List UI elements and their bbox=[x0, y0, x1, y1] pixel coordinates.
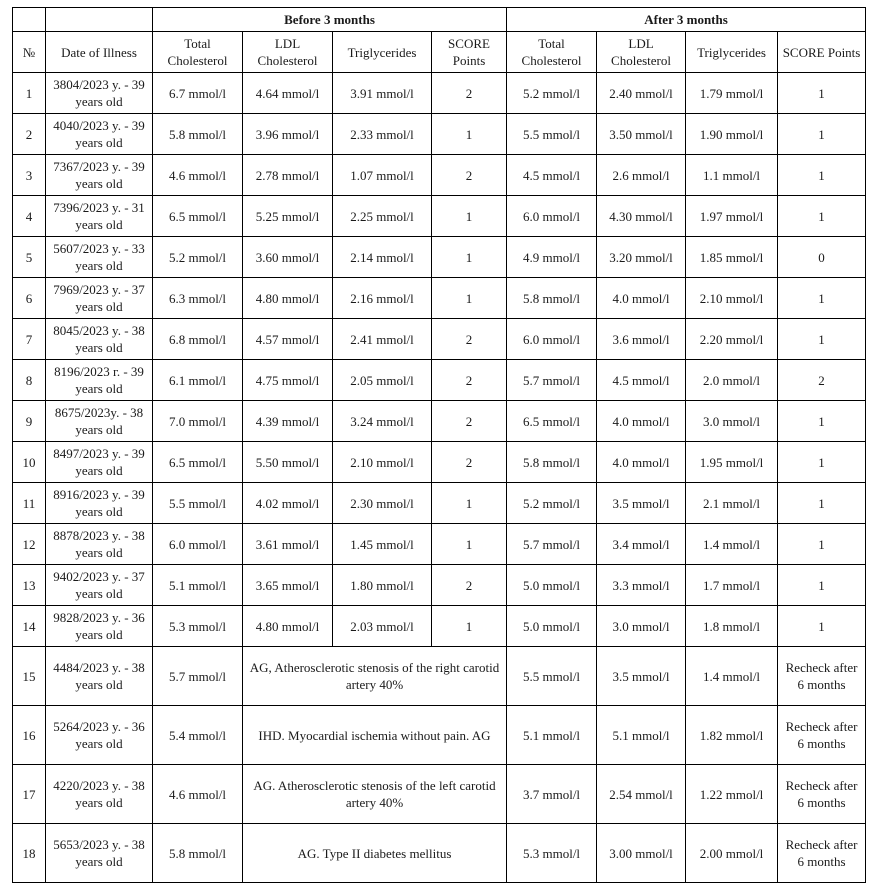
after-total-cholesterol: 5.0 mmol/l bbox=[507, 606, 597, 647]
header-number: № bbox=[13, 32, 46, 73]
before-total-cholesterol: 6.1 mmol/l bbox=[153, 360, 243, 401]
header-blank-date bbox=[46, 8, 153, 32]
after-triglycerides: 1.22 mmol/l bbox=[686, 765, 778, 824]
before-score-points: 2 bbox=[432, 360, 507, 401]
lipid-results-table bbox=[12, 7, 866, 883]
after-score-points: Recheck after 6 months bbox=[778, 824, 866, 883]
before-total-cholesterol: 5.7 mmol/l bbox=[153, 647, 243, 706]
after-ldl-cholesterol: 4.5 mmol/l bbox=[597, 360, 686, 401]
before-ldl-cholesterol: 4.75 mmol/l bbox=[243, 360, 333, 401]
after-score-points: 1 bbox=[778, 278, 866, 319]
row-number: 12 bbox=[13, 524, 46, 565]
after-total-cholesterol: 5.8 mmol/l bbox=[507, 442, 597, 483]
before-score-points: 1 bbox=[432, 524, 507, 565]
before-total-cholesterol: 5.8 mmol/l bbox=[153, 114, 243, 155]
row-number: 6 bbox=[13, 278, 46, 319]
date-of-illness: 8878/2023 y. - 38 years old bbox=[46, 524, 153, 565]
before-triglycerides: 2.14 mmol/l bbox=[333, 237, 432, 278]
header-date: Date of Illness bbox=[46, 32, 153, 73]
before-triglycerides: 2.25 mmol/l bbox=[333, 196, 432, 237]
table-body bbox=[13, 73, 866, 883]
date-of-illness: 8916/2023 y. - 39 years old bbox=[46, 483, 153, 524]
after-score-points: 1 bbox=[778, 606, 866, 647]
group-header-row bbox=[13, 8, 866, 32]
before-score-points: 1 bbox=[432, 606, 507, 647]
before-total-cholesterol: 5.8 mmol/l bbox=[153, 824, 243, 883]
after-score-points: 1 bbox=[778, 155, 866, 196]
row-number: 5 bbox=[13, 237, 46, 278]
after-triglycerides: 1.82 mmol/l bbox=[686, 706, 778, 765]
date-of-illness: 8045/2023 y. - 38 years old bbox=[46, 319, 153, 360]
diagnosis-note: AG, Atherosclerotic stenosis of the right carotid artery 40% bbox=[243, 647, 507, 706]
after-ldl-cholesterol: 2.40 mmol/l bbox=[597, 73, 686, 114]
header-after-ldl-cholesterol: LDL Cholesterol bbox=[597, 32, 686, 73]
row-number: 16 bbox=[13, 706, 46, 765]
after-triglycerides: 3.0 mmol/l bbox=[686, 401, 778, 442]
before-total-cholesterol: 5.1 mmol/l bbox=[153, 565, 243, 606]
before-triglycerides: 1.45 mmol/l bbox=[333, 524, 432, 565]
header-after-total-cholesterol: Total Cholesterol bbox=[507, 32, 597, 73]
after-total-cholesterol: 5.5 mmol/l bbox=[507, 647, 597, 706]
row-number: 17 bbox=[13, 765, 46, 824]
diagnosis-note: AG. Type II diabetes mellitus bbox=[243, 824, 507, 883]
header-before-score-points: SCORE Points bbox=[432, 32, 507, 73]
before-total-cholesterol: 5.5 mmol/l bbox=[153, 483, 243, 524]
after-score-points: 1 bbox=[778, 565, 866, 606]
after-triglycerides: 2.0 mmol/l bbox=[686, 360, 778, 401]
table-row bbox=[13, 524, 866, 565]
after-triglycerides: 1.4 mmol/l bbox=[686, 647, 778, 706]
after-ldl-cholesterol: 4.30 mmol/l bbox=[597, 196, 686, 237]
table-row bbox=[13, 401, 866, 442]
after-ldl-cholesterol: 3.5 mmol/l bbox=[597, 647, 686, 706]
table-row bbox=[13, 237, 866, 278]
before-ldl-cholesterol: 4.39 mmol/l bbox=[243, 401, 333, 442]
before-total-cholesterol: 5.3 mmol/l bbox=[153, 606, 243, 647]
after-ldl-cholesterol: 3.5 mmol/l bbox=[597, 483, 686, 524]
after-score-points: Recheck after 6 months bbox=[778, 706, 866, 765]
after-ldl-cholesterol: 3.3 mmol/l bbox=[597, 565, 686, 606]
table-header bbox=[13, 8, 866, 73]
row-number: 8 bbox=[13, 360, 46, 401]
table-row bbox=[13, 196, 866, 237]
before-triglycerides: 3.91 mmol/l bbox=[333, 73, 432, 114]
before-score-points: 2 bbox=[432, 319, 507, 360]
after-score-points: 1 bbox=[778, 196, 866, 237]
date-of-illness: 8675/2023y. - 38 years old bbox=[46, 401, 153, 442]
before-total-cholesterol: 6.7 mmol/l bbox=[153, 73, 243, 114]
before-total-cholesterol: 6.5 mmol/l bbox=[153, 442, 243, 483]
after-ldl-cholesterol: 4.0 mmol/l bbox=[597, 278, 686, 319]
date-of-illness: 9828/2023 y. - 36 years old bbox=[46, 606, 153, 647]
before-triglycerides: 1.07 mmol/l bbox=[333, 155, 432, 196]
group-header-after: After 3 months bbox=[507, 8, 866, 32]
date-of-illness: 5653/2023 y. - 38 years old bbox=[46, 824, 153, 883]
after-triglycerides: 2.00 mmol/l bbox=[686, 824, 778, 883]
after-triglycerides: 2.10 mmol/l bbox=[686, 278, 778, 319]
before-score-points: 1 bbox=[432, 278, 507, 319]
before-ldl-cholesterol: 3.96 mmol/l bbox=[243, 114, 333, 155]
after-total-cholesterol: 6.0 mmol/l bbox=[507, 196, 597, 237]
header-after-triglycerides: Triglycerides bbox=[686, 32, 778, 73]
date-of-illness: 5264/2023 y. - 36 years old bbox=[46, 706, 153, 765]
row-number: 2 bbox=[13, 114, 46, 155]
after-ldl-cholesterol: 3.0 mmol/l bbox=[597, 606, 686, 647]
diagnosis-note: IHD. Myocardial ischemia without pain. AG bbox=[243, 706, 507, 765]
before-triglycerides: 2.33 mmol/l bbox=[333, 114, 432, 155]
row-number: 15 bbox=[13, 647, 46, 706]
after-triglycerides: 1.90 mmol/l bbox=[686, 114, 778, 155]
before-ldl-cholesterol: 2.78 mmol/l bbox=[243, 155, 333, 196]
after-triglycerides: 1.95 mmol/l bbox=[686, 442, 778, 483]
after-score-points: 1 bbox=[778, 114, 866, 155]
table-row bbox=[13, 319, 866, 360]
after-score-points: 1 bbox=[778, 73, 866, 114]
after-score-points: 1 bbox=[778, 483, 866, 524]
before-total-cholesterol: 5.4 mmol/l bbox=[153, 706, 243, 765]
after-total-cholesterol: 5.0 mmol/l bbox=[507, 565, 597, 606]
before-ldl-cholesterol: 4.80 mmol/l bbox=[243, 606, 333, 647]
table-row bbox=[13, 360, 866, 401]
after-score-points: 0 bbox=[778, 237, 866, 278]
after-score-points: Recheck after 6 months bbox=[778, 647, 866, 706]
after-total-cholesterol: 4.5 mmol/l bbox=[507, 155, 597, 196]
after-triglycerides: 1.7 mmol/l bbox=[686, 565, 778, 606]
after-total-cholesterol: 5.2 mmol/l bbox=[507, 73, 597, 114]
before-total-cholesterol: 6.3 mmol/l bbox=[153, 278, 243, 319]
before-total-cholesterol: 6.8 mmol/l bbox=[153, 319, 243, 360]
diagnosis-note: AG. Atherosclerotic stenosis of the left carotid artery 40% bbox=[243, 765, 507, 824]
date-of-illness: 4484/2023 y. - 38 years old bbox=[46, 647, 153, 706]
after-triglycerides: 1.85 mmol/l bbox=[686, 237, 778, 278]
row-number: 11 bbox=[13, 483, 46, 524]
table-row bbox=[13, 565, 866, 606]
row-number: 3 bbox=[13, 155, 46, 196]
before-ldl-cholesterol: 3.61 mmol/l bbox=[243, 524, 333, 565]
after-total-cholesterol: 5.5 mmol/l bbox=[507, 114, 597, 155]
before-total-cholesterol: 7.0 mmol/l bbox=[153, 401, 243, 442]
table-row bbox=[13, 278, 866, 319]
after-total-cholesterol: 5.7 mmol/l bbox=[507, 360, 597, 401]
row-number: 7 bbox=[13, 319, 46, 360]
before-ldl-cholesterol: 4.80 mmol/l bbox=[243, 278, 333, 319]
table-row bbox=[13, 483, 866, 524]
before-triglycerides: 2.03 mmol/l bbox=[333, 606, 432, 647]
after-ldl-cholesterol: 3.20 mmol/l bbox=[597, 237, 686, 278]
before-ldl-cholesterol: 5.50 mmol/l bbox=[243, 442, 333, 483]
table-row bbox=[13, 114, 866, 155]
after-triglycerides: 1.8 mmol/l bbox=[686, 606, 778, 647]
date-of-illness: 3804/2023 y. - 39 years old bbox=[46, 73, 153, 114]
after-total-cholesterol: 5.8 mmol/l bbox=[507, 278, 597, 319]
table-row bbox=[13, 606, 866, 647]
before-triglycerides: 2.16 mmol/l bbox=[333, 278, 432, 319]
before-triglycerides: 2.30 mmol/l bbox=[333, 483, 432, 524]
after-triglycerides: 2.1 mmol/l bbox=[686, 483, 778, 524]
before-score-points: 2 bbox=[432, 401, 507, 442]
after-total-cholesterol: 4.9 mmol/l bbox=[507, 237, 597, 278]
after-score-points: 2 bbox=[778, 360, 866, 401]
before-ldl-cholesterol: 4.02 mmol/l bbox=[243, 483, 333, 524]
after-score-points: Recheck after 6 months bbox=[778, 765, 866, 824]
before-total-cholesterol: 6.5 mmol/l bbox=[153, 196, 243, 237]
after-ldl-cholesterol: 3.6 mmol/l bbox=[597, 319, 686, 360]
header-before-total-cholesterol: Total Cholesterol bbox=[153, 32, 243, 73]
row-number: 1 bbox=[13, 73, 46, 114]
header-blank-number bbox=[13, 8, 46, 32]
group-header-before: Before 3 months bbox=[153, 8, 507, 32]
before-ldl-cholesterol: 4.64 mmol/l bbox=[243, 73, 333, 114]
after-total-cholesterol: 5.3 mmol/l bbox=[507, 824, 597, 883]
before-ldl-cholesterol: 5.25 mmol/l bbox=[243, 196, 333, 237]
date-of-illness: 7396/2023 y. - 31 years old bbox=[46, 196, 153, 237]
before-ldl-cholesterol: 4.57 mmol/l bbox=[243, 319, 333, 360]
after-triglycerides: 1.79 mmol/l bbox=[686, 73, 778, 114]
date-of-illness: 5607/2023 y. - 33 years old bbox=[46, 237, 153, 278]
table-row bbox=[13, 824, 866, 883]
after-ldl-cholesterol: 2.6 mmol/l bbox=[597, 155, 686, 196]
table-row bbox=[13, 442, 866, 483]
header-before-triglycerides: Triglycerides bbox=[333, 32, 432, 73]
after-score-points: 1 bbox=[778, 401, 866, 442]
before-total-cholesterol: 4.6 mmol/l bbox=[153, 765, 243, 824]
table-row bbox=[13, 155, 866, 196]
date-of-illness: 7969/2023 y. - 37 years old bbox=[46, 278, 153, 319]
after-score-points: 1 bbox=[778, 319, 866, 360]
before-score-points: 2 bbox=[432, 73, 507, 114]
after-ldl-cholesterol: 3.4 mmol/l bbox=[597, 524, 686, 565]
date-of-illness: 8497/2023 y. - 39 years old bbox=[46, 442, 153, 483]
before-total-cholesterol: 6.0 mmol/l bbox=[153, 524, 243, 565]
table-row bbox=[13, 765, 866, 824]
after-ldl-cholesterol: 5.1 mmol/l bbox=[597, 706, 686, 765]
before-score-points: 2 bbox=[432, 565, 507, 606]
before-score-points: 2 bbox=[432, 442, 507, 483]
table-row bbox=[13, 706, 866, 765]
after-ldl-cholesterol: 3.00 mmol/l bbox=[597, 824, 686, 883]
after-ldl-cholesterol: 2.54 mmol/l bbox=[597, 765, 686, 824]
after-score-points: 1 bbox=[778, 442, 866, 483]
row-number: 9 bbox=[13, 401, 46, 442]
before-triglycerides: 2.41 mmol/l bbox=[333, 319, 432, 360]
row-number: 18 bbox=[13, 824, 46, 883]
date-of-illness: 9402/2023 y. - 37 years old bbox=[46, 565, 153, 606]
before-score-points: 1 bbox=[432, 196, 507, 237]
before-triglycerides: 2.05 mmol/l bbox=[333, 360, 432, 401]
before-triglycerides: 2.10 mmol/l bbox=[333, 442, 432, 483]
before-score-points: 1 bbox=[432, 114, 507, 155]
after-ldl-cholesterol: 3.50 mmol/l bbox=[597, 114, 686, 155]
row-number: 10 bbox=[13, 442, 46, 483]
before-score-points: 1 bbox=[432, 483, 507, 524]
row-number: 13 bbox=[13, 565, 46, 606]
after-triglycerides: 1.97 mmol/l bbox=[686, 196, 778, 237]
before-triglycerides: 1.80 mmol/l bbox=[333, 565, 432, 606]
before-total-cholesterol: 5.2 mmol/l bbox=[153, 237, 243, 278]
row-number: 14 bbox=[13, 606, 46, 647]
date-of-illness: 7367/2023 y. - 39 years old bbox=[46, 155, 153, 196]
date-of-illness: 4220/2023 y. - 38 years old bbox=[46, 765, 153, 824]
after-triglycerides: 1.4 mmol/l bbox=[686, 524, 778, 565]
before-ldl-cholesterol: 3.60 mmol/l bbox=[243, 237, 333, 278]
date-of-illness: 4040/2023 y. - 39 years old bbox=[46, 114, 153, 155]
after-total-cholesterol: 6.5 mmol/l bbox=[507, 401, 597, 442]
after-total-cholesterol: 6.0 mmol/l bbox=[507, 319, 597, 360]
table-row bbox=[13, 647, 866, 706]
after-score-points: 1 bbox=[778, 524, 866, 565]
after-total-cholesterol: 5.1 mmol/l bbox=[507, 706, 597, 765]
before-score-points: 2 bbox=[432, 155, 507, 196]
before-ldl-cholesterol: 3.65 mmol/l bbox=[243, 565, 333, 606]
after-triglycerides: 1.1 mmol/l bbox=[686, 155, 778, 196]
after-total-cholesterol: 3.7 mmol/l bbox=[507, 765, 597, 824]
date-of-illness: 8196/2023 г. - 39 years old bbox=[46, 360, 153, 401]
header-before-ldl-cholesterol: LDL Cholesterol bbox=[243, 32, 333, 73]
after-ldl-cholesterol: 4.0 mmol/l bbox=[597, 401, 686, 442]
before-triglycerides: 3.24 mmol/l bbox=[333, 401, 432, 442]
after-total-cholesterol: 5.2 mmol/l bbox=[507, 483, 597, 524]
after-triglycerides: 2.20 mmol/l bbox=[686, 319, 778, 360]
before-total-cholesterol: 4.6 mmol/l bbox=[153, 155, 243, 196]
after-total-cholesterol: 5.7 mmol/l bbox=[507, 524, 597, 565]
table-row bbox=[13, 73, 866, 114]
row-number: 4 bbox=[13, 196, 46, 237]
header-after-score-points: SCORE Points bbox=[778, 32, 866, 73]
column-header-row bbox=[13, 32, 866, 73]
before-score-points: 1 bbox=[432, 237, 507, 278]
after-ldl-cholesterol: 4.0 mmol/l bbox=[597, 442, 686, 483]
